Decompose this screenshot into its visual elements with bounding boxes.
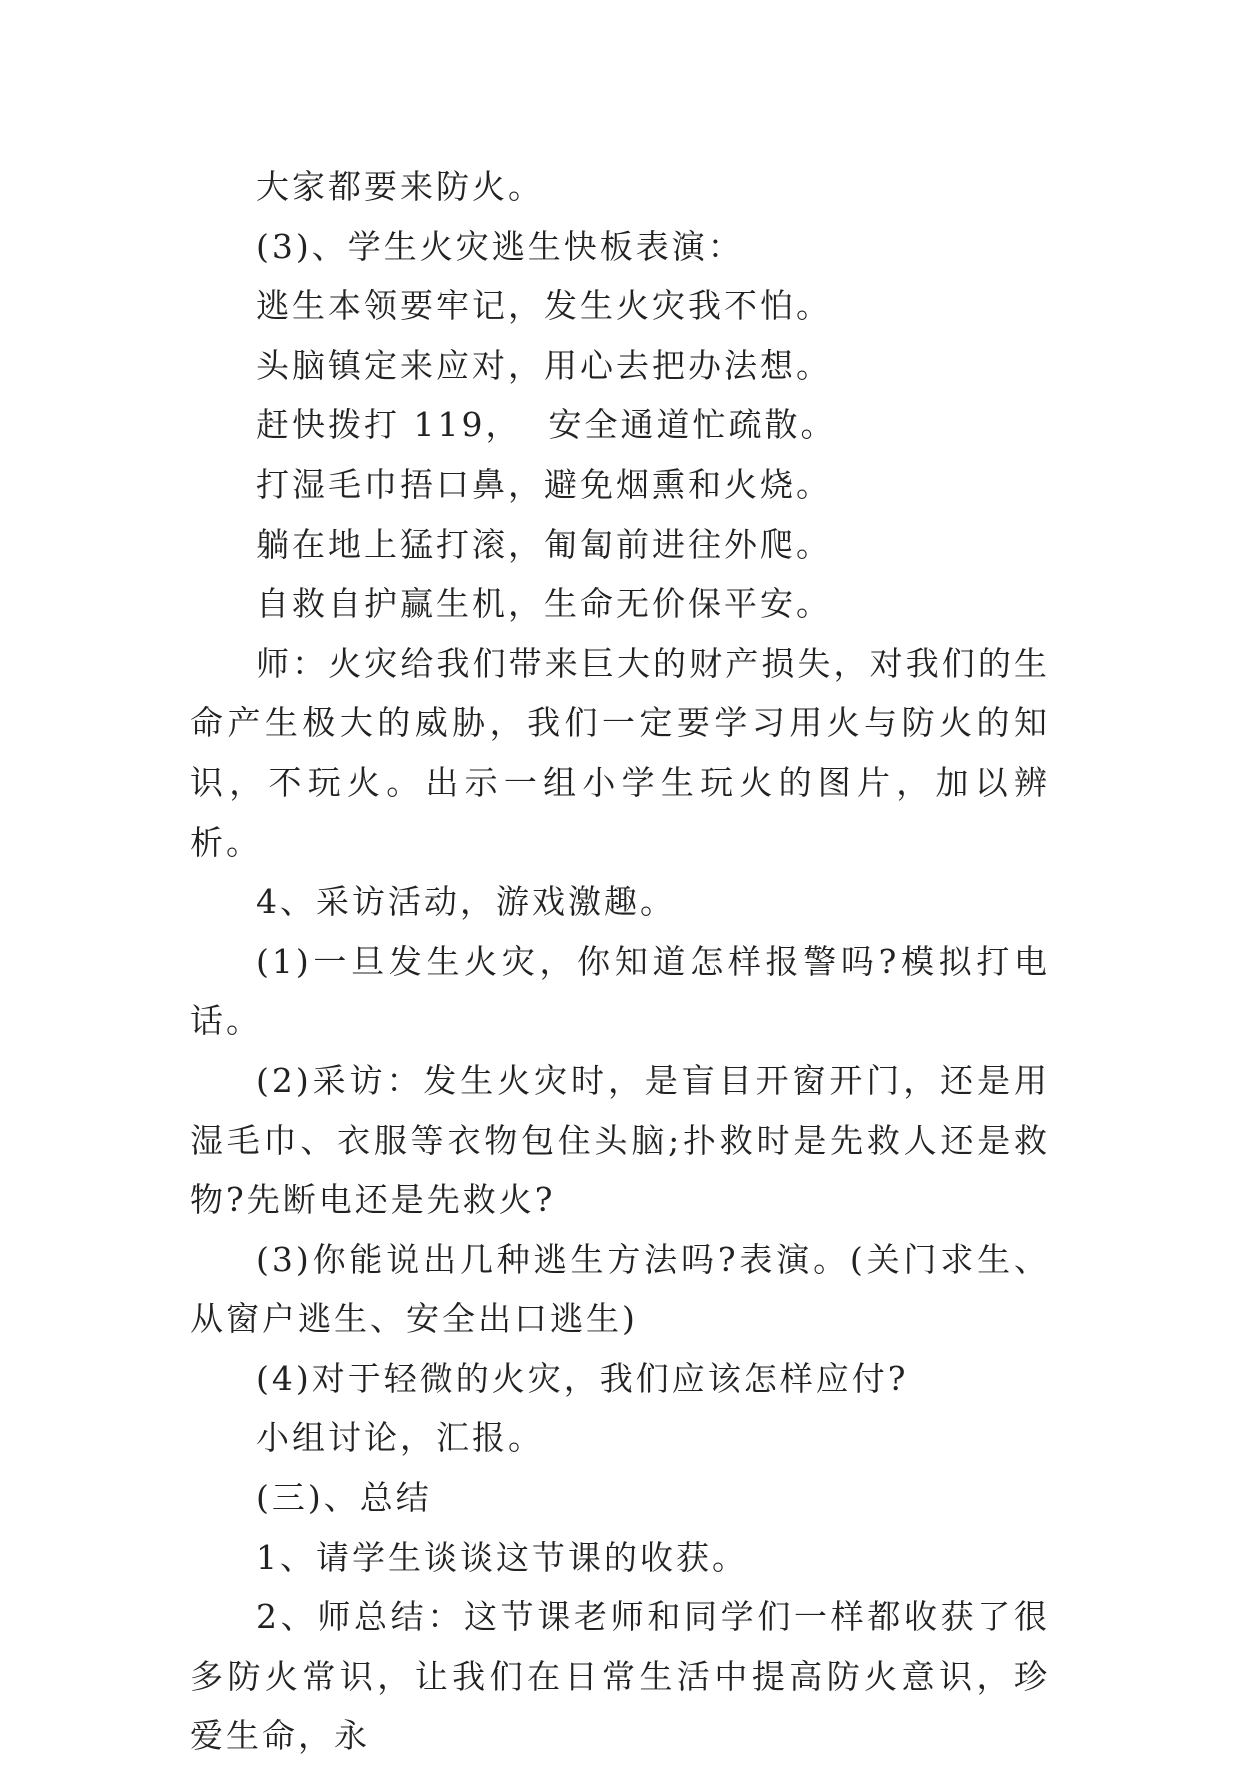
paragraph: 大家都要来防火。: [256, 167, 544, 206]
paragraph: 小组讨论，汇报。: [256, 1418, 544, 1458]
paragraph: 2、师总结：这节课老师和同学们一样都收获了很多防火常识，让我们在日常生活中提高防火意识，珍爱生命，永: [190, 1597, 1050, 1756]
paragraph: 自救自护赢生机，生命无价保平安。: [256, 584, 832, 624]
paragraph: (2)采访：发生火灾时，是盲目开窗开门，还是用湿毛巾、衣服等衣物包住头脑;扑救时是先救人还是救物?先断电还是先救火?: [190, 1060, 1050, 1220]
paragraph: 打湿毛巾捂口鼻，避免烟熏和火烧。: [256, 464, 832, 504]
paragraph: 1、请学生谈谈这节课的收获。: [256, 1537, 748, 1577]
paragraph: 头脑镇定来应对，用心去把办法想。: [256, 345, 832, 385]
paragraph: (1)一旦发生火灾，你知道怎样报警吗?模拟打电话。: [190, 941, 1050, 1041]
document-body: [190, 157, 1050, 1766]
paragraph: (3)、学生火灾逃生快板表演：: [256, 226, 744, 266]
paragraph: 赶快拨打 119， 安全通道忙疏散。: [256, 405, 837, 445]
paragraph: 师：火灾给我们带来巨大的财产损失，对我们的生命产生极大的威胁，我们一定要学习用火与防火的知识，不玩火。出示一组小学生玩火的图片，加以辨析。: [190, 643, 1050, 862]
paragraph: 躺在地上猛打滚，匍匐前进往外爬。: [256, 524, 832, 564]
paragraph: (4)对于轻微的火灾，我们应该怎样应付?: [256, 1358, 909, 1398]
paragraph: 逃生本领要牢记，发生火灾我不怕。: [256, 286, 832, 326]
paragraph: (三)、总结: [256, 1478, 432, 1518]
paragraph: 4、采访活动，游戏激趣。: [256, 882, 676, 922]
paragraph: (3)你能说出几种逃生方法吗?表演。(关门求生、从窗户逃生、安全出口逃生): [190, 1239, 1050, 1339]
